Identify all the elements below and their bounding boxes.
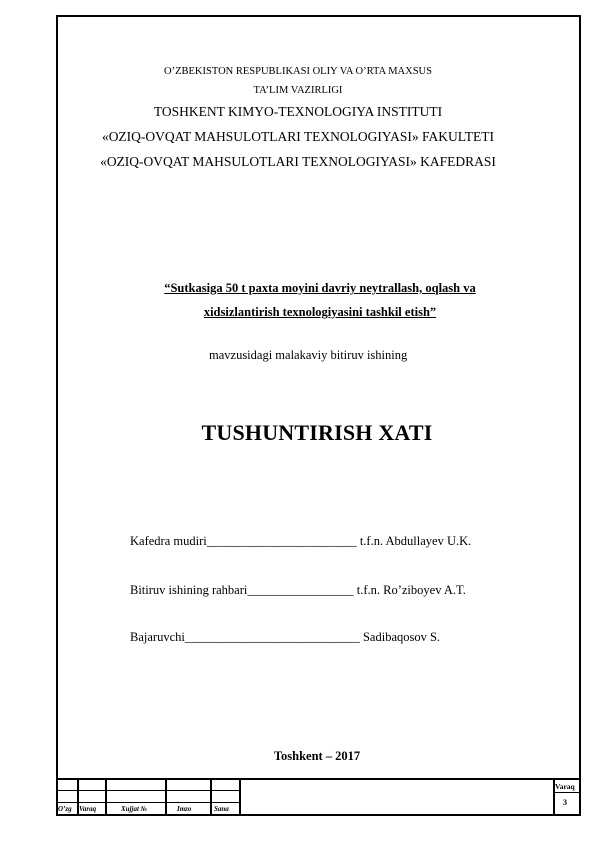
stamp-label-document: Xujjat №	[121, 805, 148, 813]
stamp-label-change: O’zg	[58, 805, 72, 813]
stamp-row-line	[57, 802, 239, 803]
stamp-row-line	[553, 792, 579, 793]
stamp-divider	[165, 780, 167, 814]
thesis-topic	[150, 276, 490, 324]
title-block-stamp	[57, 778, 579, 814]
signature-role: Kafedra mudiri	[130, 534, 207, 548]
stamp-row-line	[57, 790, 239, 791]
institute-name: TOSHKENT KIMYO-TEXNOLOGIYA INSTITUTI	[153, 104, 443, 119]
department-name: «OZIQ-OVQAT MAHSULOTLARI TEXNOLOGIYASI» KAFEDRASI	[100, 154, 496, 169]
signature-blank: _________________	[247, 583, 354, 597]
signature-name: Sadibaqosov S.	[359, 630, 441, 644]
signature-line-supervisor	[130, 583, 466, 598]
stamp-divider	[105, 780, 107, 814]
thesis-topic-line-1: “Sutkasiga 50 t paxta moyini davriy neytrallash, oqlash va	[164, 281, 476, 295]
stamp-sheet-header: Varaq	[555, 782, 575, 791]
signature-name: t.f.n. Abdullayev U.K.	[356, 534, 472, 548]
stamp-divider	[239, 780, 241, 814]
faculty-name: «OZIQ-OVQAT MAHSULOTLARI TEXNOLOGIYASI» FAKULTETI	[101, 129, 495, 144]
signature-role: Bajaruvchi	[130, 630, 185, 644]
signature-blank: ________________________	[206, 534, 357, 548]
stamp-label-sheet: Varaq	[79, 805, 97, 813]
signature-blank: ____________________________	[184, 630, 360, 644]
signature-name: t.f.n. Ro’ziboyev A.T.	[353, 583, 466, 597]
city-year: Toshkent – 2017	[273, 749, 361, 763]
stamp-divider	[210, 780, 212, 814]
document-title: TUSHUNTIRISH XATI	[201, 420, 433, 445]
thesis-topic-line-2: xidsizlantirish texnologiyasini tashkil etish”	[203, 305, 437, 319]
signature-line-author	[130, 630, 440, 645]
ministry-line-2: TA’LIM VAZIRLIGI	[253, 85, 343, 96]
signature-line-head-of-department	[130, 534, 471, 549]
thesis-subtitle: mavzusidagi malakaviy bitiruv ishining	[209, 348, 408, 362]
stamp-label-signature: Imzo	[177, 805, 192, 813]
page-number: 3	[563, 798, 567, 807]
signature-role: Bitiruv ishining rahbari	[130, 583, 248, 597]
stamp-label-date: Sana	[214, 805, 229, 813]
ministry-line-1: O’ZBEKISTON RESPUBLIKASI OLIY VA O’RTA MAXSUS	[164, 66, 432, 77]
